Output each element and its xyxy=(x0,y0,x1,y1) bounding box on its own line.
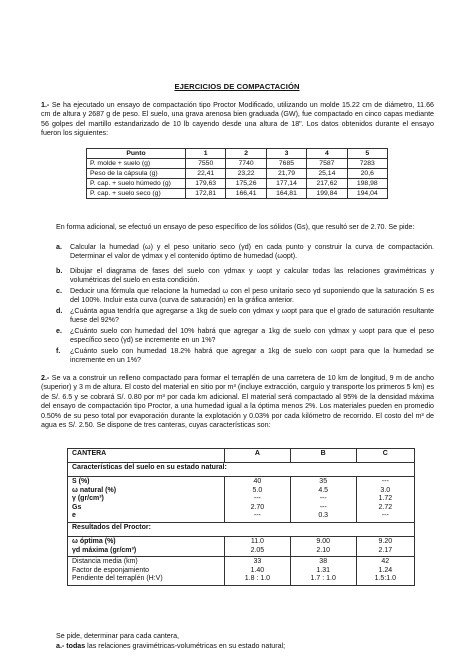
row-label: Factor de esponjamiento xyxy=(72,566,150,574)
table-row xyxy=(87,159,388,169)
section-heading: Características del suelo en su estado natural: xyxy=(68,463,415,477)
table-cell-B xyxy=(290,557,356,586)
cell-value: 1.72 xyxy=(378,495,393,503)
table-row xyxy=(87,169,388,179)
cell-value: 9.20 xyxy=(378,537,393,545)
table-header-cell: Punto xyxy=(87,149,186,159)
row-label: ω óptima (%) xyxy=(72,537,116,545)
table-cell: 172,81 xyxy=(186,189,226,199)
ex2-intro-text: Se va a construir un relleno compactado para formar el terraplén de una carretera de 10 km de longitud, 9 m de ancho (superior) y 3 m de altura. El costo del material en sitio por m³ (incluye extracción, carguío y transporte los primeros 5 km) es de S/. 6.5 y se cobrará S/. 0.80 por m³ por cada km adicional. El material será compactado al 95% de la densidad máxima del ensayo de compactación tipo Proctor, a una humedad igual a la óptima menos 2%. Los materiales pueden en promedio 0.50% de su peso total por evaporación durante la explotación y 0.03% por cada kilómetro de recorrido. El costo del m³ de agua es S/. 2.50. Se dispone de tres canteras, cuyas características son: xyxy=(41,374,434,430)
row-label: e xyxy=(72,512,76,520)
table-header-cell: CANTERA xyxy=(68,449,225,463)
table-cell: 194,04 xyxy=(347,189,387,199)
table-row xyxy=(68,536,415,556)
cell-value: 1.24 xyxy=(378,566,393,574)
table-header-cell: 4 xyxy=(307,149,347,159)
cell-value: 40 xyxy=(253,478,262,485)
cell-value: 3.0 xyxy=(380,486,391,494)
table-row xyxy=(87,189,388,199)
item-label: c. xyxy=(56,287,62,295)
table-cell-A xyxy=(225,477,291,523)
table-cell: 199,84 xyxy=(307,189,347,199)
cell-value: 2.72 xyxy=(378,503,393,511)
table-cell: P. cap. + suelo húmedo (g) xyxy=(87,179,186,189)
row-label: Gs xyxy=(72,503,82,511)
table-cell: 179,63 xyxy=(186,179,226,189)
cell-value: --- xyxy=(253,512,261,520)
table-header-cell: A xyxy=(225,449,291,463)
cell-value: 2.10 xyxy=(316,546,330,554)
cell-value: 42 xyxy=(381,558,390,566)
table-cell: 217,62 xyxy=(307,179,347,189)
cell-value: --- xyxy=(381,512,389,520)
table-cell: 22,41 xyxy=(186,169,226,179)
cell-value: 11.0 xyxy=(250,537,264,545)
table-header-cell: 2 xyxy=(226,149,266,159)
ex1-item-f xyxy=(56,347,434,366)
table-cell: 21,79 xyxy=(266,169,306,179)
document-title: EJERCICIOS DE COMPACTACIÓN xyxy=(174,82,300,91)
item-text: Deducir una fórmula que relacione la humedad ω con el peso unitario seco γd suponiendo que la saturación S es del 100%. Incluir esta curva (curva de saturación) en la gráfica anterior. xyxy=(70,287,434,305)
item-text: ¿Cuánto suelo con humedad del 10% habrá que agregar a 1kg de suelo con γdmax y ωopt para que el peso específico seco (γd) se incremente en un 1%? xyxy=(70,327,434,345)
table-header-cell: 1 xyxy=(186,149,226,159)
cell-value: 2.70 xyxy=(250,503,265,511)
item-label: b. xyxy=(56,267,63,275)
table-cell: 25,14 xyxy=(307,169,347,179)
cell-value: 0.3 xyxy=(318,512,329,520)
item-text: Dibujar el diagrama de fases del suelo con γdmax y ωopt y calcular todas las relaciones gravimétricas y volumétricas del suelo en esta condición. xyxy=(70,267,434,285)
ex1-item-d xyxy=(56,307,434,326)
canteras-table xyxy=(67,448,415,586)
table-cell: 166,41 xyxy=(226,189,266,199)
item-text: las relaciones gravimétricas-volumétricas en su estado natural; xyxy=(87,642,286,650)
table-cell: 23,22 xyxy=(226,169,266,179)
cell-value: 5.0 xyxy=(252,486,263,494)
table-cell: 7550 xyxy=(186,159,226,169)
table-row xyxy=(68,557,415,586)
table-cell-B xyxy=(290,477,356,523)
table-section-row xyxy=(68,522,415,536)
item-text: ¿Cuánto suelo con humedad 18.2% habrá que agregar a 1kg de suelo con ωopt para que la humedad se incremente en un 1%? xyxy=(70,347,434,365)
item-text: Calcular la humedad (ω) y el peso unitario seco (γd) en cada punto y construir la curva de compactación. Determinar el valor de γdmax y el contenido óptimo de humedad (ωopt). xyxy=(70,243,434,261)
cell-value: 33 xyxy=(253,558,262,566)
table-cell: 7587 xyxy=(307,159,347,169)
item-label: a.- xyxy=(56,642,65,650)
cell-value: --- xyxy=(253,495,261,503)
cell-value: 4.5 xyxy=(318,486,329,494)
table-cell: 7685 xyxy=(266,159,306,169)
table-cell-A xyxy=(225,536,291,556)
table-cell-labels xyxy=(68,477,225,523)
table-header-row xyxy=(68,449,415,463)
row-label: ω natural (%) xyxy=(72,486,117,494)
item-text: ¿Cuánta agua tendría que agregarse a 1kg de suelo con γdmax y ωopt para que el grado de saturación resultante fuese del 92%? xyxy=(70,307,434,325)
cell-value: 1.31 xyxy=(316,566,330,574)
table-cell-A xyxy=(225,557,291,586)
ex2-intro xyxy=(41,374,434,430)
ex1-item-c xyxy=(56,287,434,306)
cell-value: 1.7 : 1.0 xyxy=(310,575,336,583)
cell-value: 1.8 : 1.0 xyxy=(244,575,271,583)
table-cell-labels xyxy=(68,557,225,586)
cell-value: --- xyxy=(319,495,327,503)
table-cell-C xyxy=(356,557,414,586)
row-label: γd máxima (gr/cm³) xyxy=(72,546,137,554)
table-cell: 175,26 xyxy=(226,179,266,189)
table-cell: 164,81 xyxy=(266,189,306,199)
row-label: γ (gr/cm³) xyxy=(72,495,104,503)
table-cell-labels xyxy=(68,536,225,556)
table-cell-B xyxy=(290,536,356,556)
proctor-data-table xyxy=(86,148,388,199)
cell-value: 9.00 xyxy=(316,537,330,545)
table-row xyxy=(87,179,388,189)
row-label: Distancia media (km) xyxy=(72,558,138,566)
table-header-row xyxy=(87,149,388,159)
table-cell: P. molde + suelo (g) xyxy=(87,159,186,169)
ex2-after-text: Se pide, determinar para cada cantera, xyxy=(56,632,180,640)
table-cell: 20,6 xyxy=(347,169,387,179)
table-cell: 7283 xyxy=(347,159,387,169)
cell-value: 1.40 xyxy=(250,566,265,574)
item-bold-word: todas xyxy=(66,642,86,650)
table-cell: 7740 xyxy=(226,159,266,169)
table-header-cell: 3 xyxy=(266,149,306,159)
ex1-item-a xyxy=(56,243,434,262)
cell-value: 2.17 xyxy=(378,546,393,554)
table-cell: 177,14 xyxy=(266,179,306,189)
item-label: f. xyxy=(56,347,61,355)
ex1-intro xyxy=(41,101,434,139)
table-cell-C xyxy=(356,536,414,556)
cell-value: 38 xyxy=(319,558,328,566)
cell-value: 35 xyxy=(319,478,328,485)
section-heading: Resultados del Proctor: xyxy=(68,522,415,536)
table-cell: P. cap. + suelo seco (g) xyxy=(87,189,186,199)
table-cell: Peso de la cápsula (g) xyxy=(87,169,186,179)
cell-value: 2.05 xyxy=(250,546,265,554)
table-cell-C xyxy=(356,477,414,523)
table-cell: 198,98 xyxy=(347,179,387,189)
ex1-item-b xyxy=(56,267,434,286)
ex1-after-text: En forma adicional, se efectuó un ensayo de peso específico de los sólidos (Gs), que resultó ser de 2.70. Se pide: xyxy=(56,223,415,231)
ex1-item-e xyxy=(56,327,434,346)
row-label: Pendiente del terraplén (H:V) xyxy=(72,575,163,583)
table-header-cell: B xyxy=(290,449,356,463)
cell-value: --- xyxy=(381,478,389,485)
table-header-cell: 5 xyxy=(347,149,387,159)
cell-value: 1.5:1.0 xyxy=(374,575,396,583)
cell-value: --- xyxy=(319,503,327,511)
item-label: e. xyxy=(56,327,62,335)
ex1-number: 1.- xyxy=(41,101,50,109)
item-label: d. xyxy=(56,307,63,315)
ex1-intro-text: Se ha ejecutado un ensayo de compactación tipo Proctor Modificado, utilizando un molde 15.22 cm de diámetro, 11.66 cm de altura y 2687 g de peso. El suelo, una grava arenosa bien graduada (GW), fue compactado en cinco capas mediante 56 golpes del martillo estandarizado de 10 lb cayendo desde una altura de 18". Los datos obtenidos durante el ensayo fueron los siguientes: xyxy=(41,101,434,138)
ex2-number: 2.- xyxy=(41,374,50,382)
item-label: a. xyxy=(56,243,62,251)
ex2-item-a xyxy=(56,642,434,651)
table-header-cell: C xyxy=(356,449,414,463)
table-row xyxy=(68,477,415,523)
table-section-row xyxy=(68,463,415,477)
row-label: S (%) xyxy=(72,478,90,485)
